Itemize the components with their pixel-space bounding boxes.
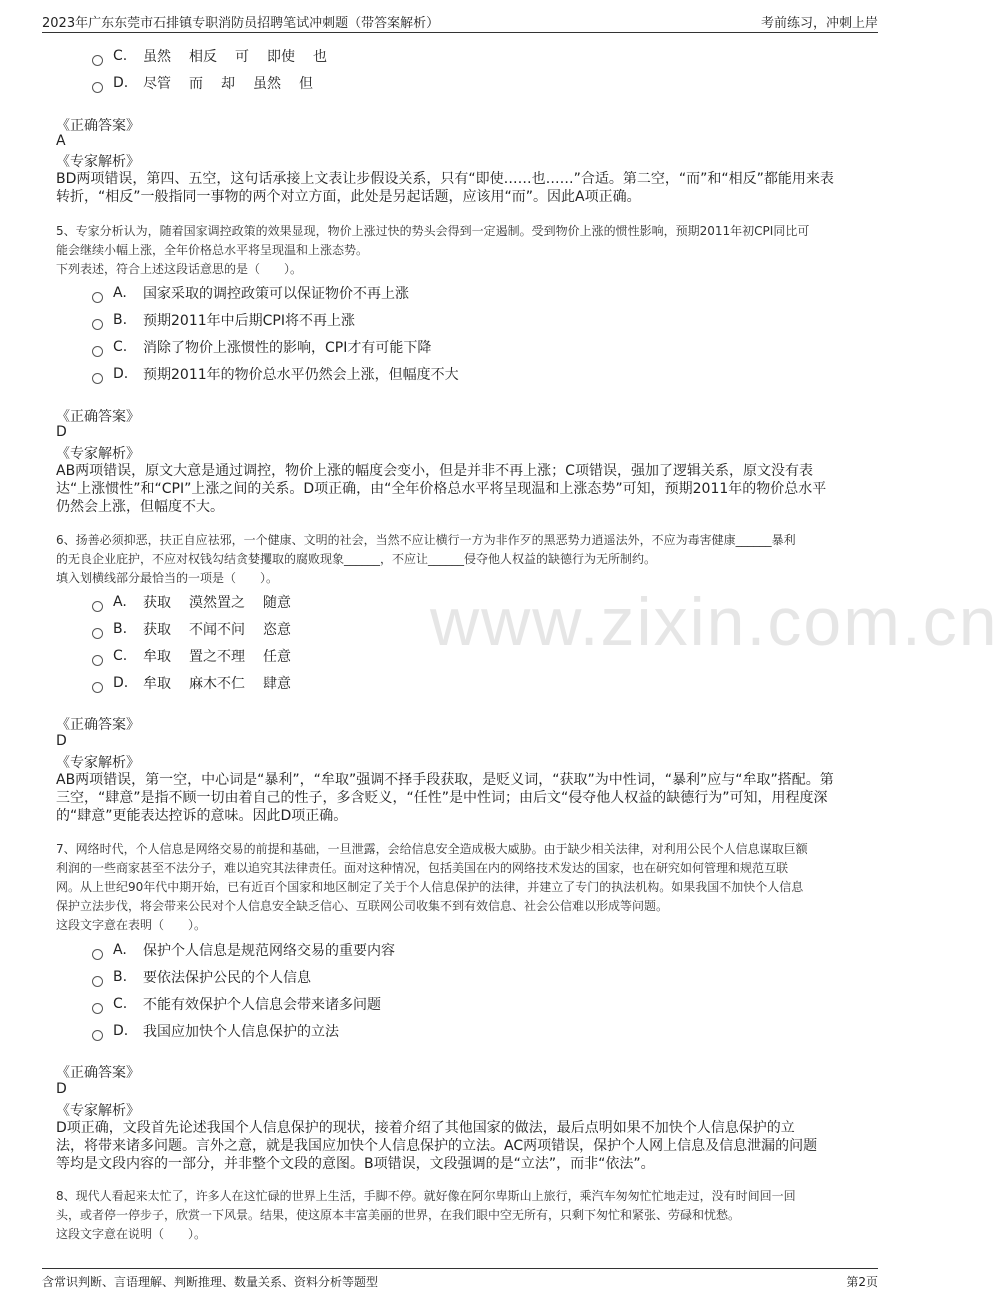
answer-label: 《正确答案》 [56,1065,140,1081]
analysis-label: 《专家解析》 [56,154,140,170]
option-a[interactable]: A. 国家采取的调控政策可以保证物价不再上涨 [92,283,409,303]
option-a[interactable]: A. 保护个人信息是规范网络交易的重要内容 [92,940,395,960]
question-stem: 6、扬善必须抑恶，扶正自应祛邪，一个健康、文明的社会，当然不应让横行一方为非作歹的黑恶势力逍遥法外，不应为毒害健康______暴利 的无良企业庇护，不应对权钱勾结贪婪攫取的腐败现象______，不应让______侵夺他人权益的缺德行为无所制约。 填入划横线部分最恰当的一项是（ ）。 [56,533,796,585]
radio-icon[interactable] [92,1003,103,1014]
radio-icon[interactable] [92,949,103,960]
radio-icon[interactable] [92,1030,103,1041]
watermark: www.zixin.com.cn [430,584,999,660]
analysis-text: AB两项错误，原文大意是通过调控，物价上涨的幅度会变小，但是并非不再上涨；C项错误，强加了逻辑关系，原文没有表 达“上涨惯性”和“CPI”上涨之间的关系。D项正确，由“全年价格总水平将呈现温和上涨态势”可知，预期2011年的物价总水平 仍然会上涨，但幅度不大。 [56,463,827,515]
radio-icon[interactable] [92,373,103,384]
option-b[interactable]: B. 预期2011年中后期CPI将不再上涨 [92,310,355,330]
option-d[interactable]: D. 牟取 麻木不仁 肆意 [92,673,309,693]
option-d[interactable]: D. 预期2011年的物价总水平仍然会上涨，但幅度不大 [92,364,459,384]
page-number: 第2页 [846,1275,878,1289]
answer-value: D [56,424,67,440]
radio-icon[interactable] [92,346,103,357]
radio-icon[interactable] [92,601,103,612]
analysis-text: AB两项错误，第一空，中心词是“暴利”，“牟取”强调不择手段获取，是贬义词，“获取”为中性词，“暴利”应与“牟取”搭配。第 三空，“肆意”是指不顾一切由着自己的性子，多含贬义，“任性”是中性词；由后文“侵夺他人权益的缺德行为”可知，用程度深 的“肆意”更能表达控诉的意味。因此D项正确。 [56,772,834,824]
option-c[interactable]: C. 虽然 相反 可 即使 也 [92,46,345,66]
document-title: 2023年广东东莞市石排镇专职消防员招聘笔试冲刺题（带答案解析） [42,16,440,31]
question-stem: 5、专家分析认为，随着国家调控政策的效果显现，物价上涨过快的势头会得到一定遏制。受到物价上涨的惯性影响，预期2011年初CPI同比可 能会继续小幅上涨，全年价格总水平将呈现温和上涨态势。 下列表述，符合上述这段话意思的是（ ）。 [56,224,810,276]
radio-icon[interactable] [92,655,103,666]
radio-icon[interactable] [92,682,103,693]
radio-icon[interactable] [92,319,103,330]
radio-icon[interactable] [92,55,103,66]
radio-icon[interactable] [92,292,103,303]
question-stem: 8、现代人看起来太忙了，许多人在这忙碌的世界上生活，手脚不停。就好像在阿尔卑斯山上旅行，乘汽车匆匆忙忙地走过，没有时间回一回 头，或者停一停步子，欣赏一下风景。结果，使这原本丰富美丽的世界，在我们眼中空无所有，只剩下匆忙和紧张、劳碌和忧愁。 这段文字意在说明（ ）。 [56,1189,796,1241]
option-d[interactable]: D. 尽管 而 却 虽然 但 [92,73,331,93]
page-header [42,10,878,33]
option-d[interactable]: D. 我国应加快个人信息保护的立法 [92,1021,339,1041]
option-c[interactable]: C. 不能有效保护个人信息会带来诸多问题 [92,994,381,1014]
answer-value: A [56,133,66,149]
answer-label: 《正确答案》 [56,118,140,134]
option-c[interactable]: C. 消除了物价上涨惯性的影响，CPI才有可能下降 [92,337,431,357]
footer-subjects: 含常识判断、言语理解、判断推理、数量关系、资料分析等题型 [42,1275,379,1289]
question-stem: 7、网络时代，个人信息是网络交易的前提和基础，一旦泄露，会给信息安全造成极大威胁。由于缺少相关法律，对利用公民个人信息谋取巨额 利润的一些商家甚至不法分子，难以追究其法律责任。面对这种情况，包括美国在内的网络技术发达的国家，也在研究如何管理和规范互联 网。从上世纪90年代中期开始，已有近百个国家和地区制定了关于个人信息保护的法律，并建立了专门的执法机构。如果我国不加快个人信息 保护立法步伐，将会带来公民对个人信息安全缺乏信心、互联网公司收集不到有效信息、社会公信难以形成等问题。 这段文字意在表明（ ）。 [56,842,808,932]
answer-value: D [56,1081,67,1097]
option-b[interactable]: B. 获取 不闻不问 恣意 [92,619,309,639]
radio-icon[interactable] [92,976,103,987]
option-c[interactable]: C. 牟取 置之不理 任意 [92,646,309,666]
page-footer [42,1268,878,1293]
answer-label: 《正确答案》 [56,409,140,425]
analysis-text: BD两项错误，第四、五空，这句话承接上文表让步假设关系，只有“即使……也……”合适。第二空，“而”和“相反”都能用来表 转折，“相反”一般指同一事物的两个对立方面，此处是另起话题，应该用“而”。因此A项正确。 [56,171,834,205]
analysis-text: D项正确，文段首先论述我国个人信息保护的现状，接着介绍了其他国家的做法，最后点明如果不加快个人信息保护的立 法，将带来诸多问题。言外之意，就是我国应加快个人信息保护的立法。AC两项错误，保护个人网上信息及信息泄漏的问题 等均是文段内容的一部分，并非整个文段的意图。B项错误，文段强调的是“立法”，而非“依法”。 [56,1120,818,1172]
analysis-label: 《专家解析》 [56,755,140,771]
answer-label: 《正确答案》 [56,717,140,733]
option-a[interactable]: A. 获取 漠然置之 随意 [92,592,309,612]
header-slogan: 考前练习，冲刺上岸 [760,16,878,31]
radio-icon[interactable] [92,82,103,93]
radio-icon[interactable] [92,628,103,639]
answer-value: D [56,733,67,749]
option-b[interactable]: B. 要依法保护公民的个人信息 [92,967,311,987]
analysis-label: 《专家解析》 [56,1103,140,1119]
analysis-label: 《专家解析》 [56,446,140,462]
